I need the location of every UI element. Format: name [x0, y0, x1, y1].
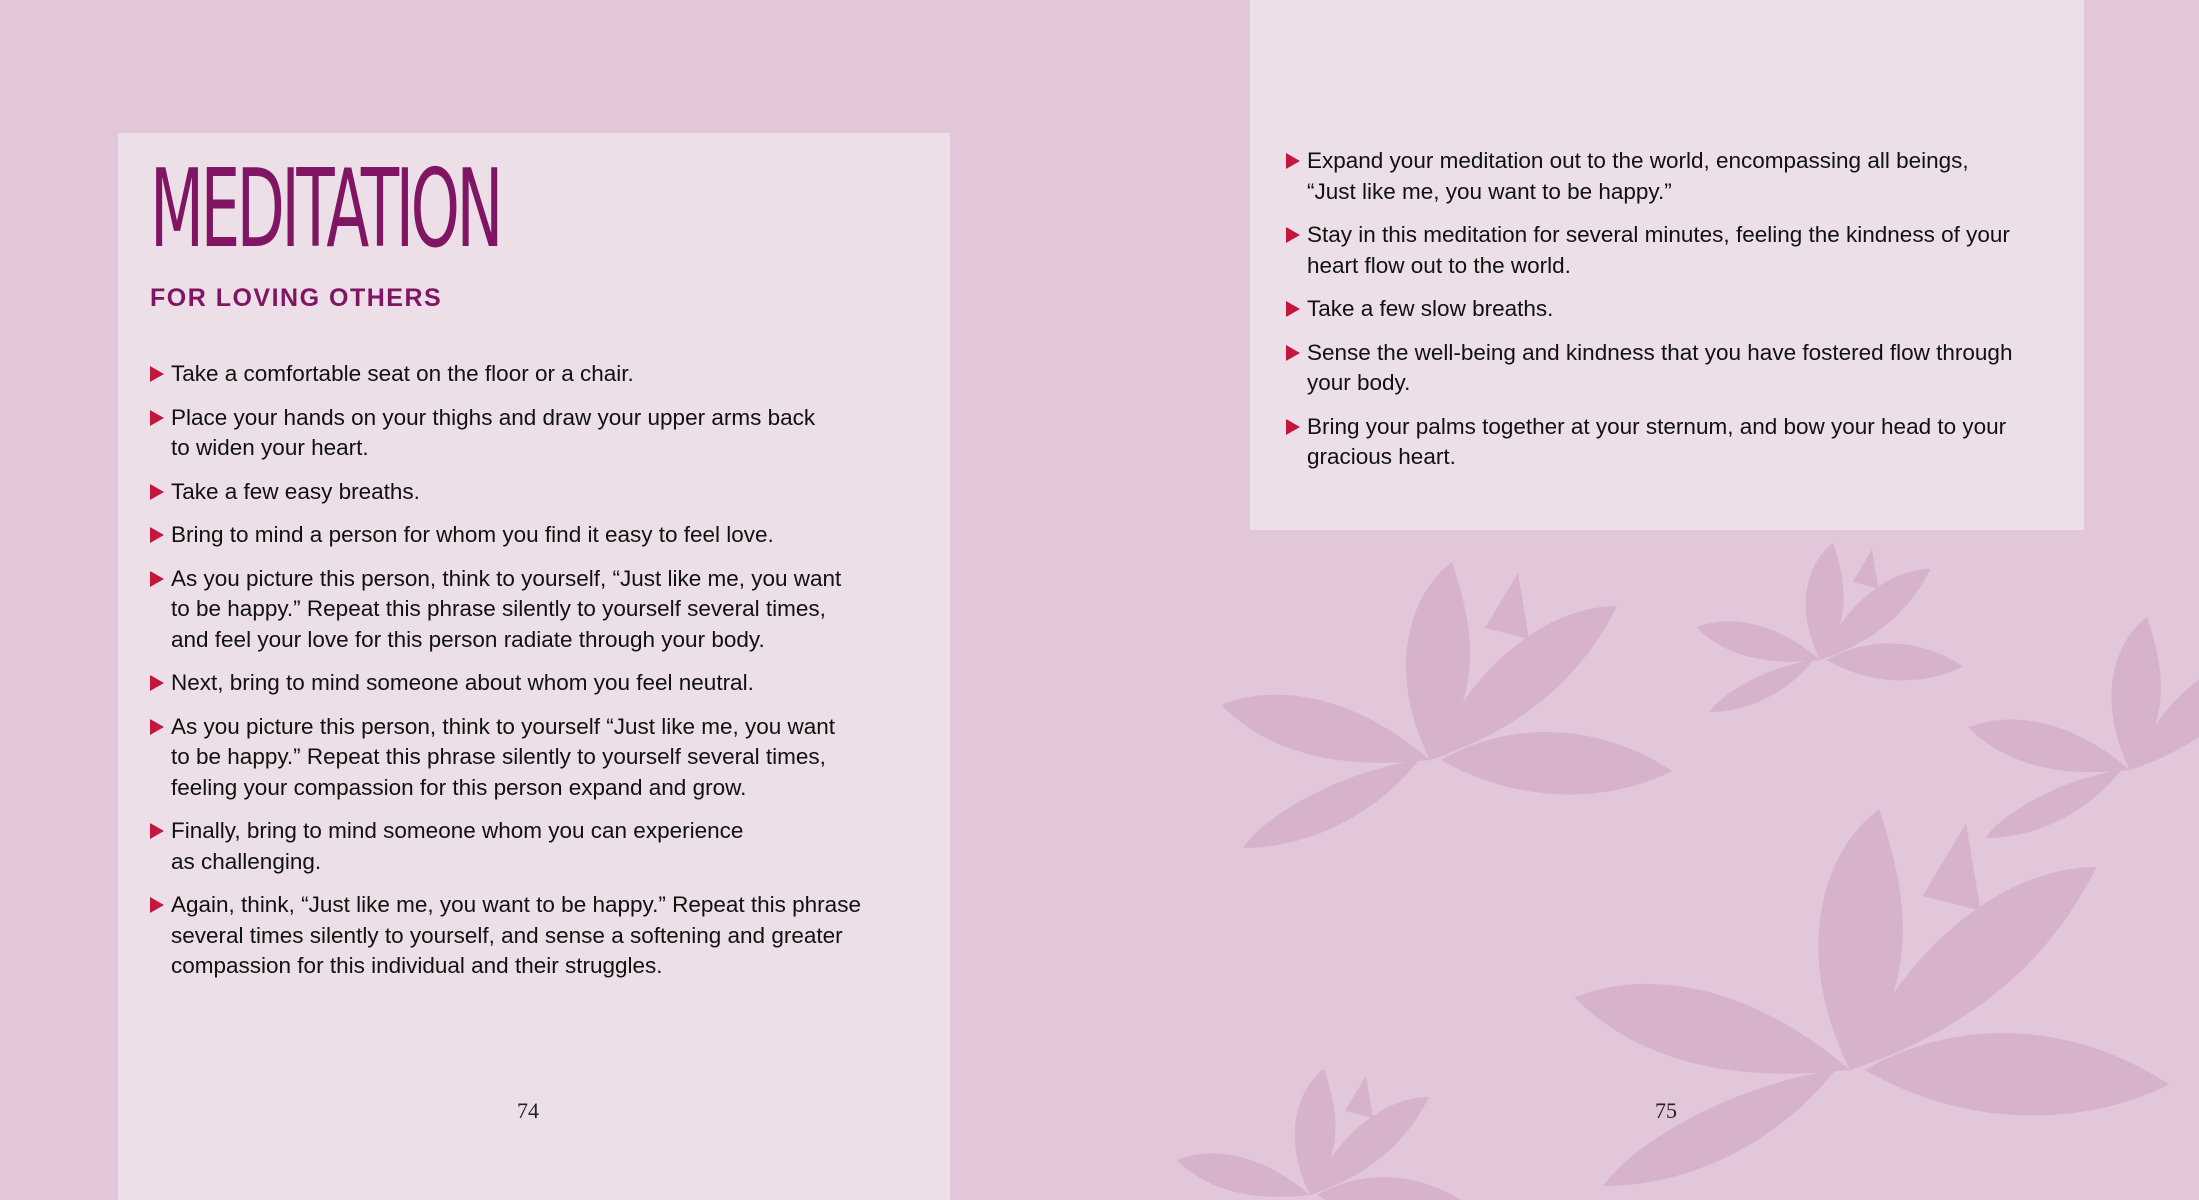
- list-item: [150, 816, 890, 877]
- list-item: [1286, 220, 2066, 281]
- red-triangle-bullet-icon: [1286, 419, 1300, 435]
- list-item: [1286, 412, 2066, 473]
- red-triangle-bullet-icon: [150, 823, 164, 839]
- step-text: Bring your palms together at your sternum, and bow your head to your gracious heart.: [1307, 413, 2007, 469]
- page-number-right: 75: [1655, 1098, 1677, 1123]
- lotus-flower-icon: [1969, 617, 2199, 838]
- red-triangle-bullet-icon: [150, 719, 164, 735]
- step-text: Bring to mind a person for whom you find it easy to feel love.: [171, 522, 774, 547]
- step-text: Take a comfortable seat on the floor or a chair.: [171, 361, 634, 386]
- red-triangle-bullet-icon: [1286, 301, 1300, 317]
- red-triangle-bullet-icon: [1286, 345, 1300, 361]
- step-text: As you picture this person, think to yourself, “Just like me, you want to be happy.” Repeat this phrase silently to yourself several times, and feel your love for this person radiate through your body.: [171, 565, 842, 652]
- red-triangle-bullet-icon: [150, 410, 164, 426]
- step-text: Stay in this meditation for several minutes, feeling the kindness of your heart flow out to the world.: [1307, 222, 2010, 278]
- red-triangle-bullet-icon: [150, 366, 164, 382]
- step-text: Sense the well-being and kindness that you have fostered flow through your body.: [1307, 339, 2013, 395]
- step-text: Take a few slow breaths.: [1307, 296, 1554, 321]
- list-item: [150, 712, 890, 804]
- list-item: [150, 890, 890, 982]
- red-triangle-bullet-icon: [150, 897, 164, 913]
- red-triangle-bullet-icon: [150, 571, 164, 587]
- list-item: [150, 477, 890, 508]
- step-text: Place your hands on your thighs and draw your upper arms back to widen your heart.: [171, 404, 816, 460]
- list-item: [150, 403, 890, 464]
- page-title: MEDITATION: [150, 147, 500, 272]
- list-item: [1286, 294, 2066, 325]
- lotus-flower-icon: [1177, 1069, 1464, 1200]
- list-item: [1286, 146, 2066, 207]
- left-steps-list: [150, 359, 890, 995]
- right-steps-list: [1286, 146, 2066, 486]
- list-item: [150, 564, 890, 656]
- step-text: Take a few easy breaths.: [171, 478, 420, 504]
- step-text: As you picture this person, think to yourself “Just like me, you want to be happy.” Repeat this phrase silently to yourself several times, feeling your compassion for this person expand and grow.: [171, 713, 836, 800]
- lotus-flower-icon: [1697, 543, 1964, 712]
- step-text: Next, bring to mind someone about whom you feel neutral.: [171, 670, 754, 695]
- list-item: [150, 668, 890, 699]
- red-triangle-bullet-icon: [1286, 153, 1300, 169]
- step-text: Again, think, “Just like me, you want to be happy.” Repeat this phrase several times silently to yourself, and sense a softening and greater compassion for this individual and their struggles.: [171, 892, 861, 978]
- lotus-flower-icon: [1575, 809, 2170, 1186]
- red-triangle-bullet-icon: [150, 484, 164, 500]
- page-number-left: 74: [517, 1098, 539, 1123]
- red-triangle-bullet-icon: [150, 675, 164, 691]
- step-text: Expand your meditation out to the world, encompassing all beings, “Just like me, you want to be happy.”: [1307, 148, 1969, 204]
- list-item: [1286, 338, 2066, 399]
- page-subtitle: FOR LOVING OTHERS: [150, 284, 443, 312]
- step-text: Finally, bring to mind someone whom you can experience as challenging.: [171, 818, 744, 874]
- red-triangle-bullet-icon: [1286, 227, 1300, 243]
- lotus-flower-icon: [1221, 562, 1672, 848]
- list-item: [150, 520, 890, 551]
- list-item: [150, 359, 890, 390]
- red-triangle-bullet-icon: [150, 527, 164, 543]
